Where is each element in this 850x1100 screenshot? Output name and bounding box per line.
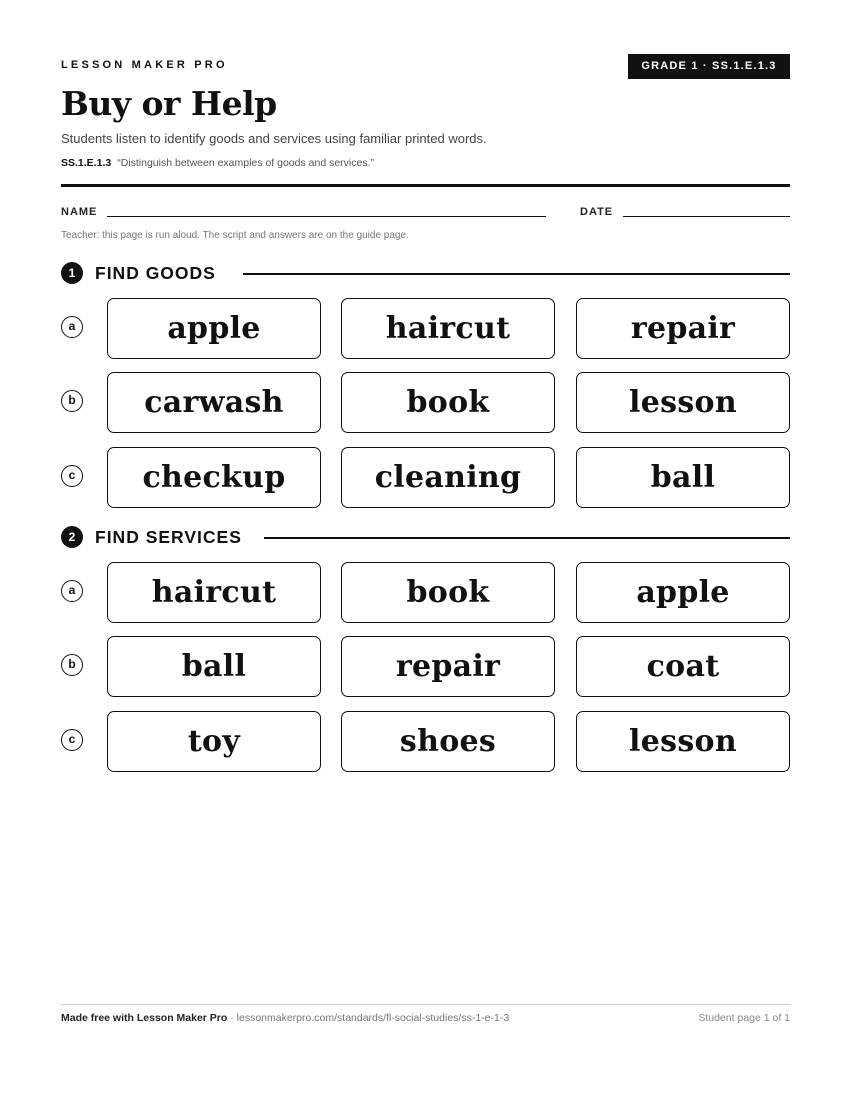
answer-row-2b — [61, 636, 790, 698]
word-card-label: repair — [395, 649, 501, 684]
row-letter: a — [61, 580, 83, 602]
grade-badge: GRADE 1 · SS.1.E.1.3 — [628, 54, 790, 79]
word-card-label: checkup — [142, 460, 286, 495]
word-card[interactable] — [107, 711, 321, 772]
word-card-label: lesson — [629, 724, 737, 759]
section-find-services — [61, 525, 790, 549]
word-card[interactable] — [576, 298, 790, 359]
row-letter: c — [61, 465, 83, 487]
word-card-label: haircut — [385, 311, 511, 346]
word-card[interactable] — [576, 447, 790, 508]
word-card-label: coat — [646, 649, 720, 684]
word-card-label: apple — [636, 575, 730, 610]
footer-divider — [61, 1004, 790, 1005]
section-rule — [264, 537, 790, 539]
answer-row-2a — [61, 562, 790, 624]
word-card-label: shoes — [399, 724, 497, 759]
standard-text: “Distinguish between examples of goods and services.” — [117, 157, 375, 169]
section-number-badge: 1 — [61, 262, 83, 284]
row-letter: c — [61, 729, 83, 751]
date-field[interactable] — [623, 216, 790, 217]
name-label: NAME — [61, 206, 98, 218]
section-find-goods — [61, 261, 790, 285]
footer-url[interactable]: lessonmakerpro.com/standards/fl-social-studies/ss-1-e-1-3 — [236, 1012, 510, 1024]
word-card[interactable] — [576, 636, 790, 697]
word-card[interactable] — [107, 372, 321, 433]
word-card-label: ball — [650, 460, 716, 495]
standard-line — [61, 157, 374, 169]
word-card[interactable] — [341, 447, 555, 508]
footer-page-info: Student page 1 of 1 — [698, 1012, 790, 1024]
answer-row-1c — [61, 447, 790, 509]
header-divider — [61, 184, 790, 187]
word-card[interactable] — [107, 636, 321, 697]
name-field[interactable] — [107, 216, 546, 217]
page-subtitle: Students listen to identify goods and services using familiar printed words. — [61, 131, 487, 146]
answer-row-1b — [61, 372, 790, 434]
brand-name: LESSON MAKER PRO — [61, 59, 228, 71]
word-card-label: haircut — [151, 575, 277, 610]
footer-made-with: Made free with Lesson Maker Pro — [61, 1012, 228, 1024]
standard-code: SS.1.E.1.3 — [61, 157, 112, 169]
section-number-badge: 2 — [61, 526, 83, 548]
word-card[interactable] — [341, 711, 555, 772]
row-letter: a — [61, 316, 83, 338]
word-card-label: toy — [187, 724, 241, 759]
word-card-label: repair — [630, 311, 736, 346]
word-card[interactable] — [576, 711, 790, 772]
word-card[interactable] — [107, 447, 321, 508]
word-card-label: carwash — [144, 385, 284, 420]
row-letter: b — [61, 654, 83, 676]
word-card[interactable] — [341, 562, 555, 623]
word-card[interactable] — [341, 298, 555, 359]
word-card[interactable] — [107, 298, 321, 359]
word-card[interactable] — [576, 372, 790, 433]
word-card-label: cleaning — [374, 460, 522, 495]
answer-row-1a — [61, 298, 790, 360]
word-card[interactable] — [107, 562, 321, 623]
row-letter: b — [61, 390, 83, 412]
page-title: Buy or Help — [61, 84, 277, 123]
word-card-label: lesson — [629, 385, 737, 420]
word-card-label: apple — [167, 311, 261, 346]
word-card[interactable] — [341, 636, 555, 697]
word-card-label: book — [406, 575, 490, 610]
answer-row-2c — [61, 711, 790, 773]
date-label: DATE — [580, 206, 614, 218]
section-rule — [243, 273, 790, 275]
word-card-label: book — [406, 385, 490, 420]
section-title: FIND SERVICES — [95, 527, 242, 547]
footer-separator: · — [227, 1012, 237, 1024]
worksheet-page — [61, 0, 790, 1100]
section-title: FIND GOODS — [95, 263, 216, 283]
footer-credit — [61, 1012, 509, 1024]
word-card[interactable] — [341, 372, 555, 433]
word-card-label: ball — [181, 649, 247, 684]
word-card[interactable] — [576, 562, 790, 623]
teacher-note: Teacher: this page is run aloud. The script and answers are on the guide page. — [61, 230, 409, 241]
